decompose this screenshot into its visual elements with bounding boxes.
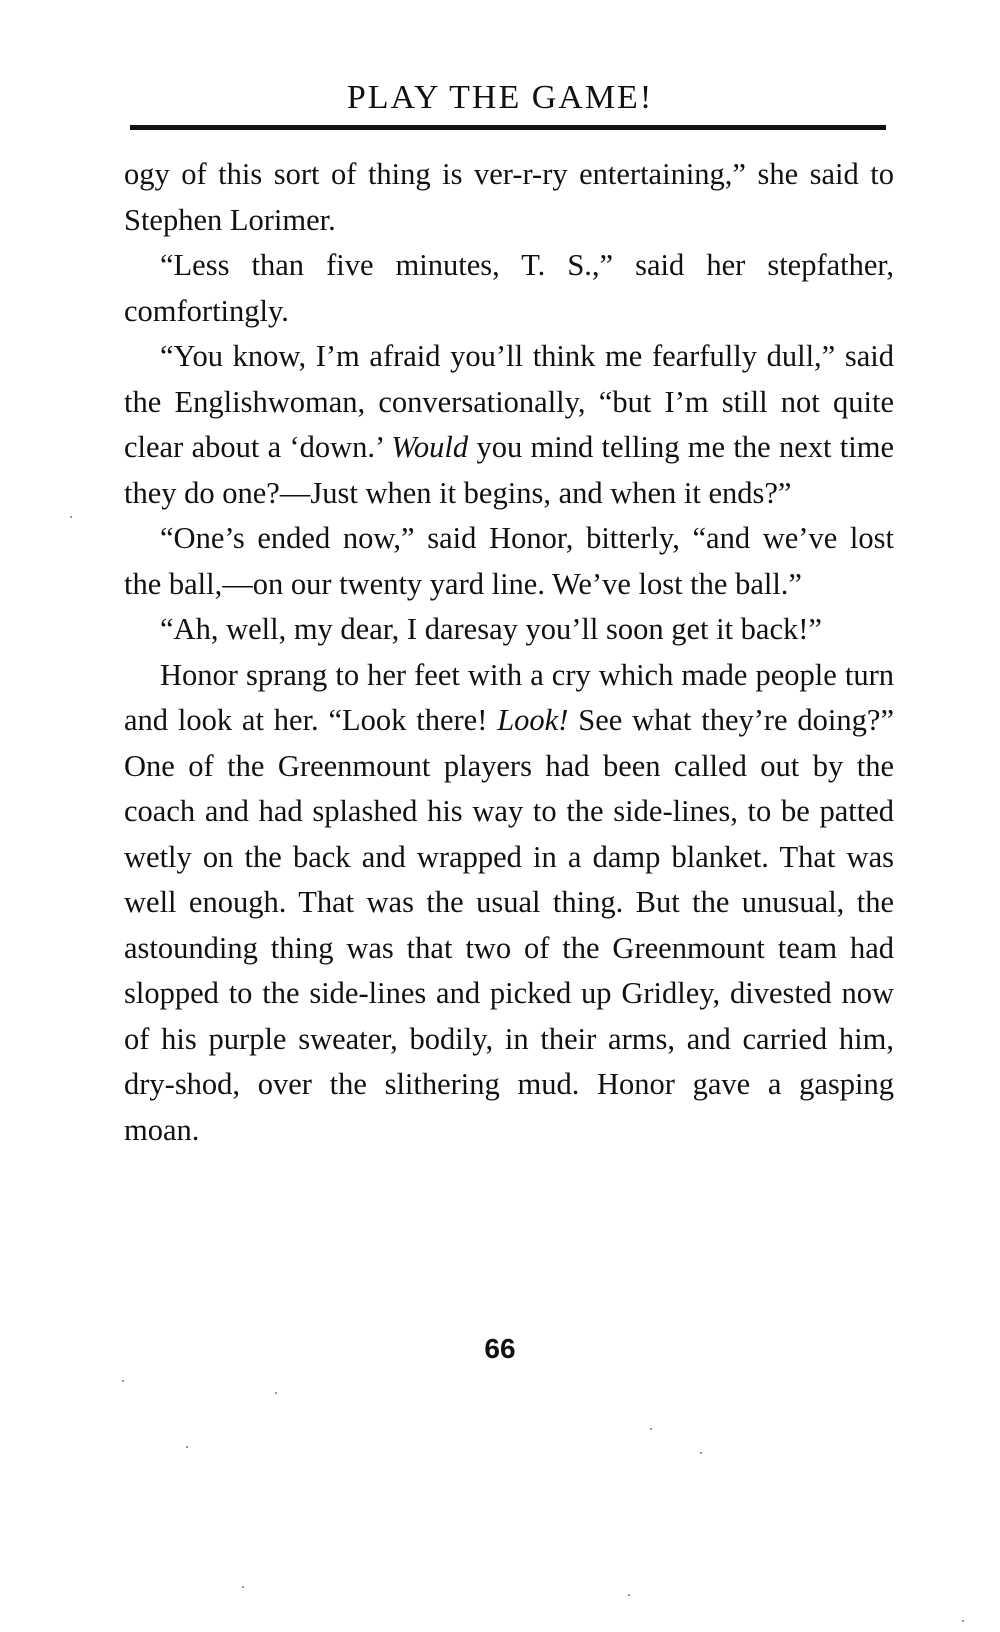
paragraph-2: “Less than five minutes, T. S.,” said her stepfather, comfortingly. <box>124 248 894 328</box>
paper-speck <box>650 1428 652 1430</box>
paper-speck <box>70 516 72 518</box>
paper-speck <box>122 1380 124 1382</box>
paper-speck <box>700 1452 702 1454</box>
paper-speck <box>962 1620 964 1622</box>
paper-speck <box>186 1446 188 1448</box>
page-number: 66 <box>484 1333 516 1364</box>
paper-speck <box>628 1594 630 1596</box>
paragraph-4: “One’s ended now,” said Honor, bitterly, “and we’ve lost the ball,—on our twenty yard line. We’ve lost the ball.” <box>124 521 894 601</box>
paragraph-5: “Ah, well, my dear, I daresay you’ll soon get it back!” <box>160 612 822 646</box>
paragraph-6-part-a: Honor sprang to her feet with a cry which made people turn and look at her. “Look there! <box>124 657 894 737</box>
paragraph-3-part-b: you mind telling me the next time they do one?—Just when it begins, and when it ends?” <box>124 430 894 510</box>
paragraph-3 <box>124 334 894 516</box>
paragraph-3-emphasis: Would <box>391 430 469 464</box>
paragraph-6-emphasis: Look! <box>497 703 569 737</box>
paragraph-1: ogy of this sort of thing is ver-r-ry entertaining,” she said to Stephen Lorimer. <box>124 157 894 237</box>
paragraph-3-part-a: “You know, I’m afraid you’ll think me fearfully dull,” said the Englishwoman, conversationally, “but I’m still not quite clear about a ‘down.’ <box>124 339 894 464</box>
paper-speck <box>242 1586 244 1588</box>
header-rule <box>130 125 886 130</box>
paragraph-6 <box>124 653 894 1154</box>
running-title: PLAY THE GAME! <box>346 79 654 116</box>
paragraph-6-part-b: See what they’re doing?” One of the Greenmount players had been called out by the coach and had splashed his way to the side-lines, to be patted wetly on the back and wrapped in a damp blanket. That was well enough. That was the usual thing. But the unusual, the astounding thing was that two of the Greenmount team had slopped to the side-lines and picked up Gridley, divested now of his purple sweater, bodily, in their arms, and carried him, dry-shod, over the slithering mud. Honor gave a gasping moan. <box>124 703 894 1147</box>
body-text <box>124 152 894 1153</box>
paper-speck <box>275 1392 277 1394</box>
